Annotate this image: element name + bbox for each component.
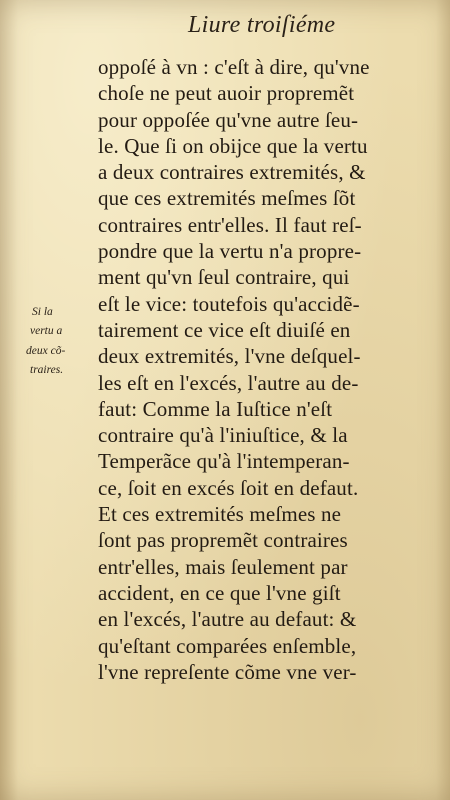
marginal-note [26,303,94,381]
text-line: entr'elles, mais ſeulement par [98,554,348,579]
text-line: ment qu'vn ſeul contraire, qui [98,265,350,290]
text-line: accident, en ce que l'vne giſt [98,580,341,605]
text-line: en l'excés, l'autre au defaut: & [98,607,357,632]
text-line: contraire qu'à l'iniuſtice, & la [98,423,348,448]
text-line: Et ces extremités meſmes ne [98,502,342,527]
text-line: qu'eſtant comparées enſemble, [98,633,357,658]
text-line: tairement ce vice eſt diuiſé en [98,317,351,342]
text-line: deux extremités, l'vne deſquel- [98,344,361,369]
text-line: l'vne repreſente cõme vne ver- [98,659,357,684]
marginal-note-line: Si la [32,306,53,318]
text-line: eſt le vice: toutefois qu'accidẽ- [98,291,360,316]
body-text [98,54,420,685]
text-line: pour oppoſée qu'vne autre ſeu- [98,107,359,132]
text-line: choſe ne peut auoir propremẽt [98,81,355,106]
text-line: pondre que la vertu n'a propre- [98,239,362,264]
marginal-note-line: vertu a [30,325,63,338]
text-line: que ces extremités meſmes ſõt [98,186,356,211]
text-line: ſont pas propremẽt contraires [98,528,348,553]
marginal-note-line: deux cõ- [26,344,66,357]
text-line: contraires entr'elles. Il faut reſ- [98,212,362,237]
text-line: Temperãce qu'à l'intemperan- [98,449,350,474]
text-line: les eſt en l'excés, l'autre au de- [98,370,359,395]
text-line: ce, ſoit en excés ſoit en defaut. [98,475,359,500]
marginal-note-line: traires. [30,364,64,377]
text-line: faut: Comme la Iuſtice n'eſt [98,396,333,421]
text-line: le. Que ſi on obijce que la vertu [98,133,368,158]
text-line: a deux contraires extremités, & [98,160,366,185]
running-head: Liure troiſiéme [188,12,336,38]
text-line: oppoſé à vn : c'eſt à dire, qu'vne [98,55,370,79]
